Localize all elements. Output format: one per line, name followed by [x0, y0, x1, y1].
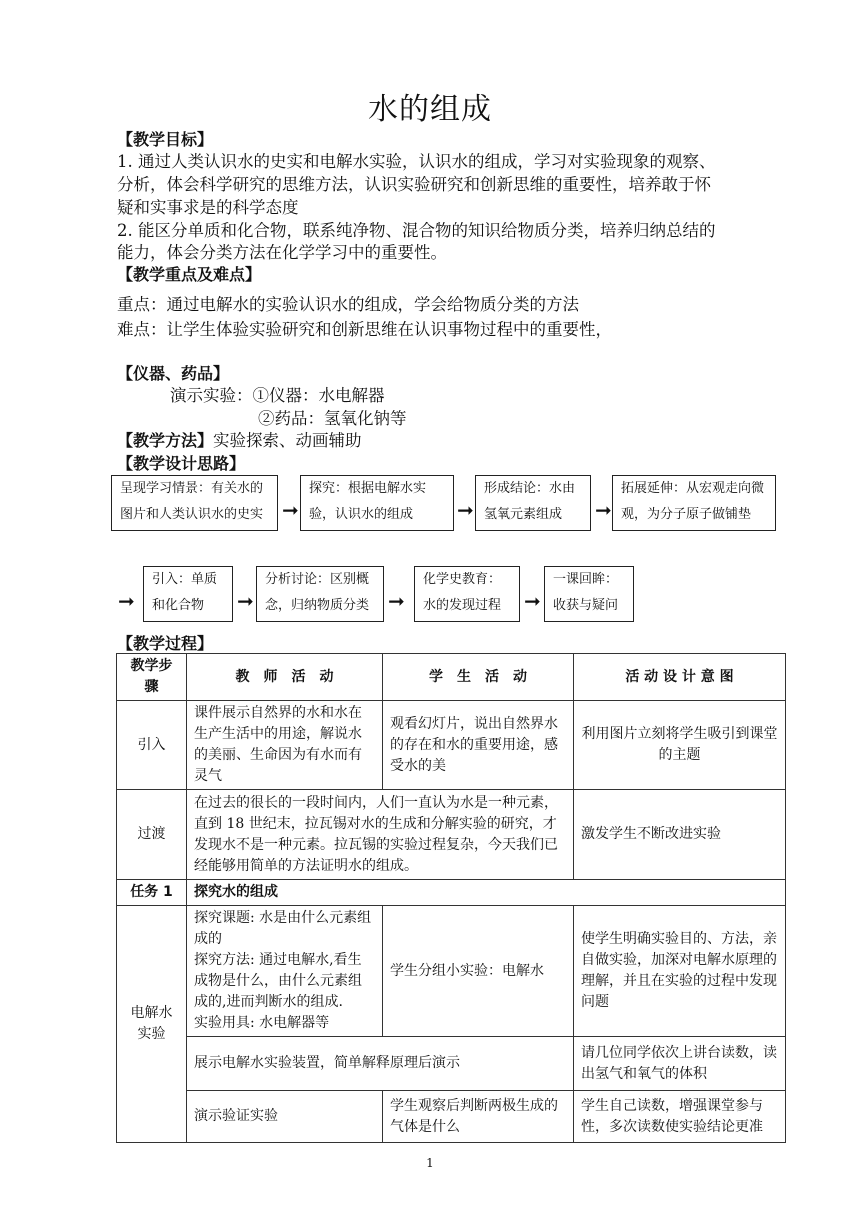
flow-box-line: 和化合物 [152, 598, 205, 613]
student-cell: 学生分组小实验：电解水 [383, 906, 574, 1037]
page-number: 1 [426, 1156, 434, 1170]
instruments-line: 演示实验：①仪器：水电解器 [170, 386, 385, 405]
table-row [117, 906, 786, 1037]
header-step: 教学步骤 [117, 654, 187, 701]
purpose-cell: 请几位同学依次上讲台读数，读出氢气和氧气的体积 [574, 1037, 786, 1091]
header-teacher: 教 师 活 动 [187, 654, 383, 701]
teacher-cell [187, 906, 383, 1037]
flow-box [475, 475, 591, 531]
arrow-right-icon: ➞ [457, 498, 474, 522]
purpose-cell: 激发学生不断改进实验 [574, 790, 786, 880]
method-heading: 【教学方法】 [117, 431, 214, 450]
teacher-line: 探究方法: 通过电解水,看生成物是什么，由什么元素组成的,进而判断水的组成. [194, 952, 362, 1010]
flow-box-line: 探究：根据电解水实 [309, 481, 427, 496]
arrow-right-icon: ➞ [595, 498, 612, 522]
purpose-cell: 利用图片立刻将学生吸引到课堂的主题 [574, 701, 786, 790]
teacher-line: 探究课题: 水是由什么元素组成的 [194, 910, 372, 947]
page-title: 水的组成 [368, 92, 492, 127]
purpose-cell: 学生自己读数，增强课堂参与性，多次读数使实验结论更准 [574, 1091, 786, 1143]
teacher-cell: 课件展示自然界的水和水在生产生活中的用途，解说水的美丽、生命因为有水而有灵气 [187, 701, 383, 790]
process-heading: 【教学过程】 [117, 634, 214, 653]
flow-box-line: 形成结论：水由 [484, 481, 576, 496]
teacher-cell: 演示验证实验 [187, 1091, 383, 1143]
arrow-right-icon: ➞ [282, 498, 299, 522]
header-purpose: 活 动 设 计 意 图 [574, 654, 786, 701]
instruments-heading: 【仪器、药品】 [117, 364, 230, 383]
teacher-cell: 在过去的很长的一段时间内，人们一直认为水是一种元素，直到 18 世纪末，拉瓦锡对水的生成和分解实验的研究，才发现水不是一种元素。拉瓦锡的实验过程复杂，今天我们已经能够用简单的方法证明水的组成。 [187, 790, 574, 880]
flow-box-line: 验，认识水的组成 [309, 507, 414, 522]
step-cell: 引入 [117, 701, 187, 790]
flow-box [143, 566, 233, 622]
teacher-cell: 展示电解水实验装置，简单解释原理后演示 [187, 1037, 574, 1091]
objectives-line: 2. 能区分单质和化合物，联系纯净物、混合物的知识给物质分类，培养归纳总结的 [117, 221, 716, 240]
flow-box [414, 566, 520, 622]
flow-box [256, 566, 384, 622]
flow-box-line: 化学史教育： [423, 572, 502, 587]
objectives-heading: 【教学目标】 [117, 130, 214, 149]
arrow-right-icon: ➞ [524, 589, 541, 613]
task-title: 探究水的组成 [187, 880, 786, 906]
step-cell: 过渡 [117, 790, 187, 880]
table-row [117, 701, 786, 790]
flow-box-line: 分析讨论：区别概 [265, 572, 370, 587]
objectives-line: 能力，体会分类方法在化学学习中的重要性。 [117, 243, 447, 262]
arrow-right-icon: ➞ [118, 589, 135, 613]
arrow-right-icon: ➞ [237, 589, 254, 613]
table-row [117, 1037, 786, 1091]
flow-box [300, 475, 454, 531]
flow-box [111, 475, 278, 531]
difficulty-text: 难点：让学生体验实验研究和创新思维在认识事物过程中的重要性， [117, 320, 612, 339]
teacher-line: 实验用具: 水电解器等 [194, 1015, 330, 1031]
method-line [117, 430, 757, 451]
flow-box-line: 一课回眸： [553, 572, 619, 587]
key-points-heading: 【教学重点及难点】 [117, 265, 262, 284]
flow-box-line: 收获与疑问 [553, 598, 619, 613]
table-row [117, 880, 786, 906]
table-row [117, 790, 786, 880]
flow-box-line: 观，为分子原子做铺垫 [621, 507, 752, 522]
flow-box-line: 引入：单质 [152, 572, 218, 587]
student-cell: 学生观察后判断两极生成的气体是什么 [383, 1091, 574, 1143]
student-cell: 观看幻灯片，说出自然界水的存在和水的重要用途，感受水的美 [383, 701, 574, 790]
flow-box-line: 水的发现过程 [423, 598, 502, 613]
flow-box-line: 图片和人类认识水的史实 [120, 507, 264, 522]
reagents-line: ②药品：氢氧化钠等 [258, 409, 407, 428]
method-text: 实验探索、动画辅助 [213, 431, 362, 450]
focus-text: 重点：通过电解水的实验认识水的组成，学会给物质分类的方法 [117, 295, 579, 314]
step-cell: 电解水实验 [117, 906, 187, 1143]
table-row [117, 1091, 786, 1143]
purpose-cell: 使学生明确实验目的、方法，亲自做实验，加深对电解水原理的理解，并且在实验的过程中发现问题 [574, 906, 786, 1037]
flow-box-line: 拓展延伸：从宏观走向微 [621, 481, 765, 496]
header-student: 学 生 活 动 [383, 654, 574, 701]
flow-box-line: 念，归纳物质分类 [265, 598, 370, 613]
flow-box [544, 566, 634, 622]
arrow-right-icon: ➞ [388, 589, 405, 613]
table-header-row [117, 654, 786, 701]
design-heading: 【教学设计思路】 [117, 454, 246, 473]
process-table [116, 653, 786, 1143]
flow-box-line: 氢氧元素组成 [484, 507, 563, 522]
objectives-line: 1. 通过人类认识水的史实和电解水实验，认识水的组成，学习对实验现象的观察、 [117, 152, 716, 171]
objectives-line: 疑和实事求是的科学态度 [117, 198, 299, 217]
flow-box [612, 475, 776, 531]
flow-box-line: 呈现学习情景：有关水的 [120, 481, 264, 496]
task-label: 任务 1 [117, 880, 187, 906]
objectives-line: 分析，体会科学研究的思维方法，认识实验研究和创新思维的重要性，培养敢于怀 [117, 175, 711, 194]
